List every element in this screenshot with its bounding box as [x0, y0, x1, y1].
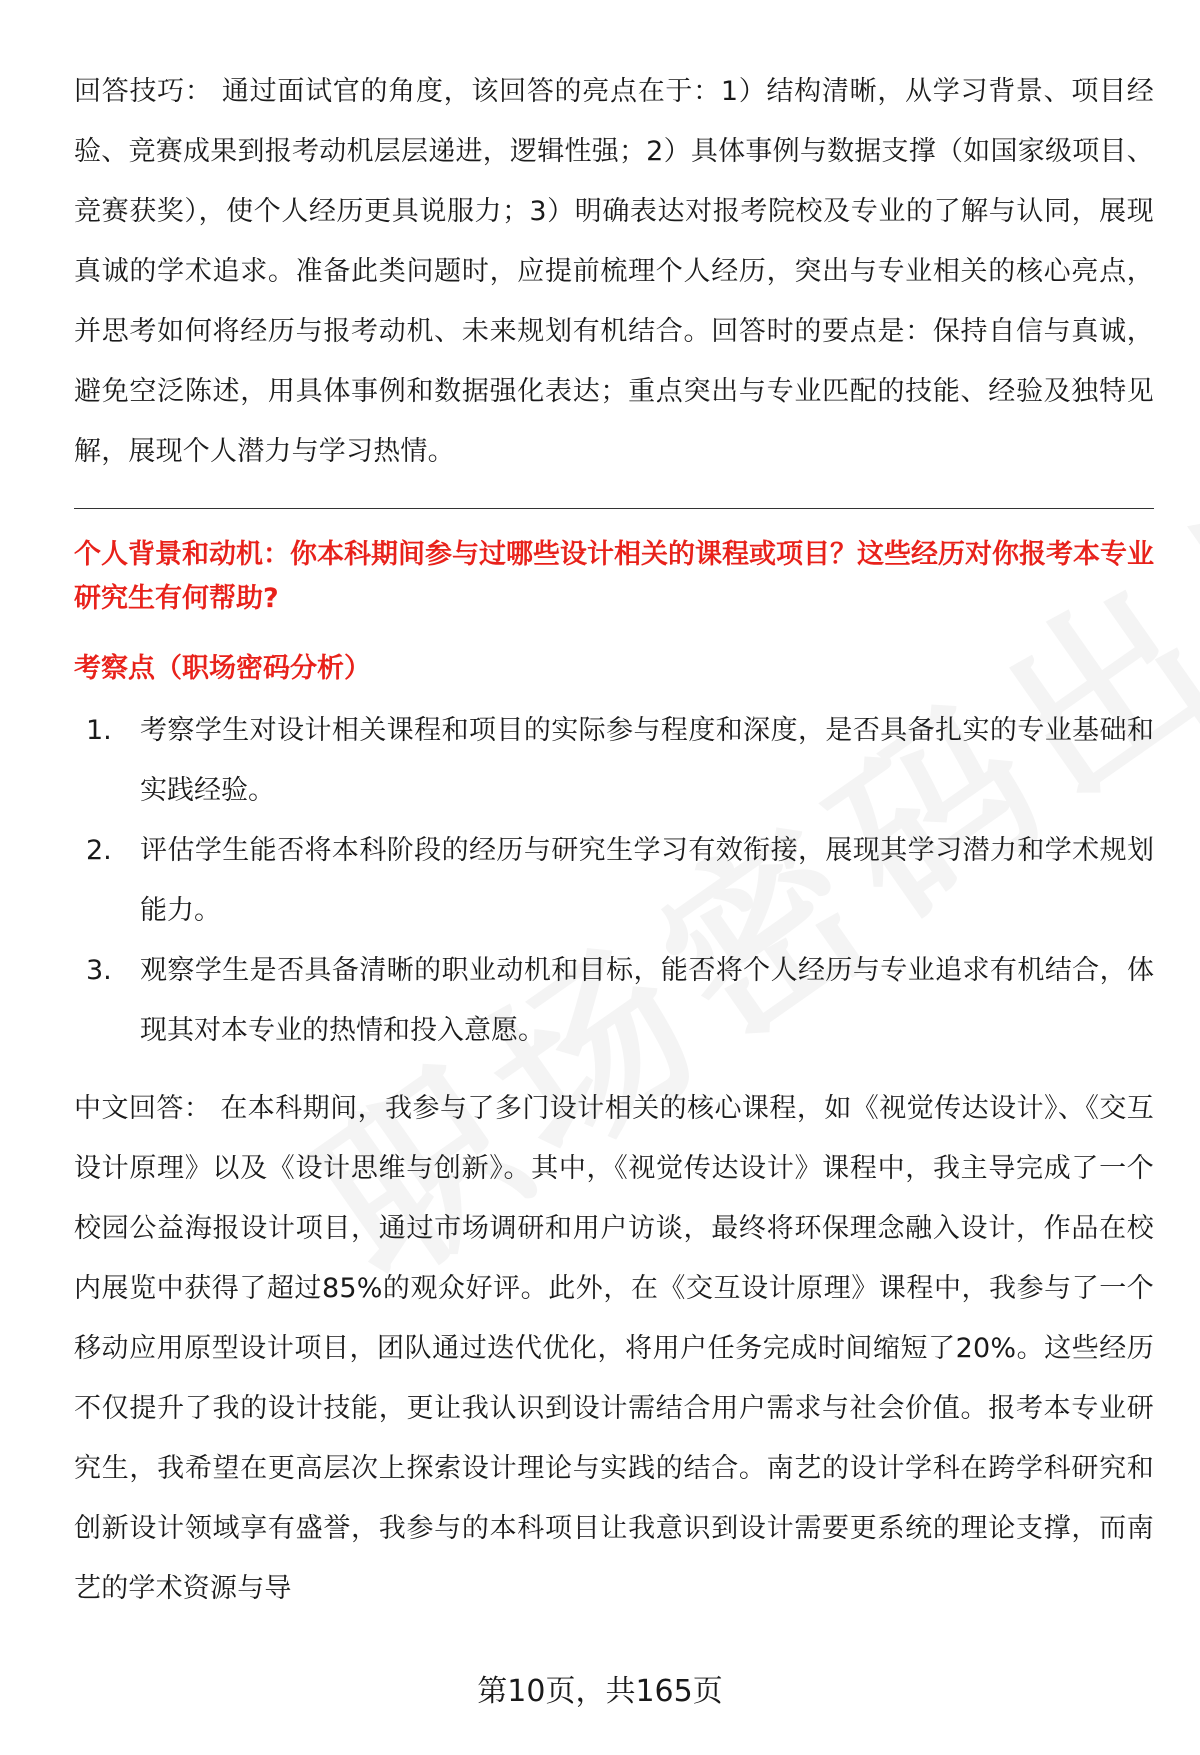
- exam-points-label: 考察点（职场密码分析）: [74, 653, 371, 684]
- list-item: [74, 821, 1154, 941]
- section-divider: [74, 508, 1154, 509]
- list-item-number: 1.: [86, 715, 112, 746]
- intro-label: 回答技巧：: [74, 76, 213, 107]
- answer-label: 中文回答：: [74, 1093, 212, 1124]
- list-item-text: 考察学生对设计相关课程和项目的实际参与程度和深度，是否具备扎实的专业基础和实践经验。: [140, 715, 1154, 806]
- page-footer: 第10页，共165页: [477, 1674, 723, 1709]
- intro-text: 通过面试官的角度，该回答的亮点在于：1）结构清晰，从学习背景、项目经验、竞赛成果到报考动机层层递进，逻辑性强；2）具体事例与数据支撑（如国家级项目、竞赛获奖），使个人经历更具说服力；3）明确表达对报考院校及专业的了解与认同，展现真诚的学术追求。准备此类问题时，应提前梳理个人经历，突出与专业相关的核心亮点，并思考如何将经历与报考动机、未来规划有机结合。回答时的要点是：保持自信与真诚，避免空泛陈述，用具体事例和数据强化表达；重点突出与专业匹配的技能、经验及独特见解，展现个人潜力与学习热情。: [74, 76, 1155, 467]
- list-item-text: 评估学生能否将本科阶段的经历与研究生学习有效衔接，展现其学习潜力和学术规划能力。: [140, 835, 1154, 926]
- intro-paragraph: [74, 62, 1154, 482]
- answer-paragraph: [74, 1079, 1154, 1619]
- exam-points-list: [74, 701, 1154, 1061]
- list-item-number: 2.: [86, 835, 112, 866]
- page-content: [74, 62, 1154, 1619]
- list-item-text: 观察学生是否具备清晰的职业动机和目标，能否将个人经历与专业追求有机结合，体现其对本专业的热情和投入意愿。: [140, 955, 1154, 1046]
- list-item-number: 3.: [86, 955, 112, 986]
- list-item: [74, 701, 1154, 821]
- answer-text: 在本科期间，我参与了多门设计相关的核心课程，如《视觉传达设计》、《交互设计原理》以及《设计思维与创新》。其中，《视觉传达设计》课程中，我主导完成了一个校园公益海报设计项目，通过市场调研和用户访谈，最终将环保理念融入设计，作品在校内展览中获得了超过85%的观众好评。此外，在《交互设计原理》课程中，我参与了一个移动应用原型设计项目，团队通过迭代优化，将用户任务完成时间缩短了20%。这些经历不仅提升了我的设计技能，更让我认识到设计需结合用户需求与社会价值。报考本专业研究生，我希望在更高层次上探索设计理论与实践的结合。南艺的设计学科在跨学科研究和创新设计领域享有盛誉，我参与的本科项目让我意识到设计需要更系统的理论支撑，而南艺的学术资源与导: [74, 1093, 1155, 1604]
- list-item: [74, 941, 1154, 1061]
- question-heading: 个人背景和动机：你本科期间参与过哪些设计相关的课程或项目？这些经历对你报考本专业研究生有何帮助?: [74, 539, 1154, 614]
